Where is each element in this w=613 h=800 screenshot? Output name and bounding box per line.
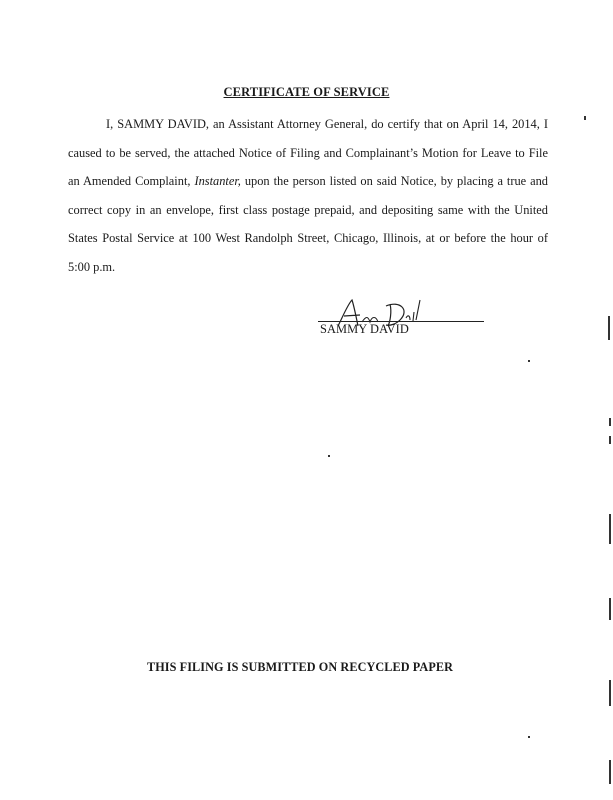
document-title: CERTIFICATE OF SERVICE — [223, 85, 390, 99]
certification-paragraph — [68, 110, 548, 281]
scan-mark — [584, 116, 586, 120]
scan-mark — [609, 436, 611, 444]
scan-mark — [528, 360, 530, 362]
scan-mark — [528, 736, 530, 738]
scan-mark — [609, 760, 611, 784]
certification-text-part-2: upon the person listed on said Notice, by placing a true and correct copy in an envelope, first class postage prepaid, and depositing same with the United States Postal Service at 100 West Randolph Street, Chicago, Illinois, at or before the hour of 5:00 p.m. — [68, 174, 549, 274]
scan-mark — [609, 680, 611, 706]
certification-text-part-1: I, SAMMY DAVID, an Assistant Attorney General, do certify that on April 14, 2014, I caused to be served, the attached Notice of Filing and Complainant’s Motion for Leave to File an Amended Complaint, — [68, 117, 548, 188]
scan-mark — [609, 514, 611, 544]
recycled-paper-notice: THIS FILING IS SUBMITTED ON RECYCLED PAPER — [146, 660, 453, 674]
scan-mark — [609, 418, 611, 426]
scan-mark — [608, 316, 610, 340]
scan-mark — [609, 598, 611, 620]
certification-text-italic: Instanter, — [194, 174, 241, 188]
scan-mark — [328, 455, 330, 457]
signatory-name: SAMMY DAVID — [320, 322, 409, 336]
